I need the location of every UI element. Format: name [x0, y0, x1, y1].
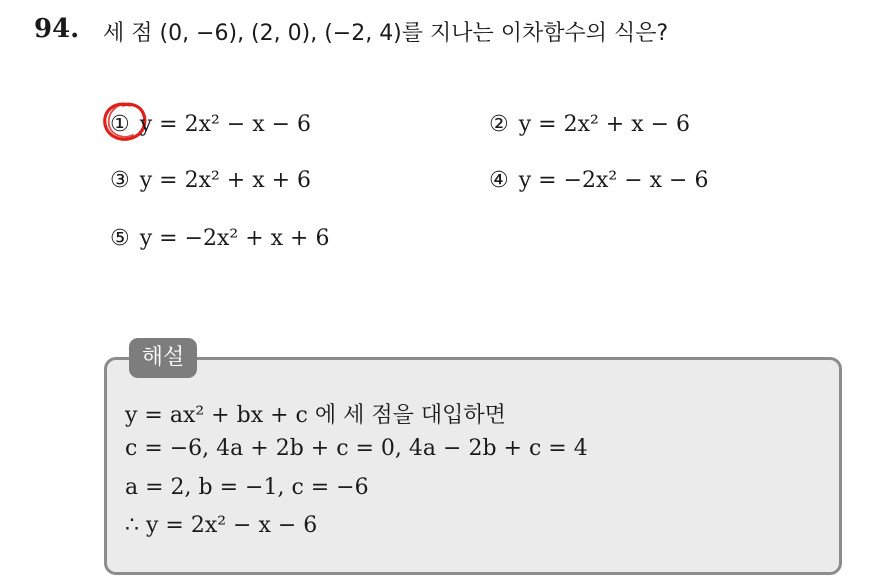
option-3-mark: ③	[110, 168, 130, 193]
solution-line-2: c = −6, 4a + 2b + c = 0, 4a − 2b + c = 4	[125, 436, 588, 461]
option-2-equation: y = 2x² + x − 6	[518, 112, 691, 137]
option-2[interactable]	[489, 112, 690, 137]
option-5-equation: y = −2x² + x + 6	[139, 226, 330, 251]
option-5-mark: ⑤	[110, 226, 130, 251]
option-3[interactable]	[110, 168, 311, 193]
option-4-mark: ④	[489, 168, 509, 193]
solution-box	[104, 357, 842, 575]
solution-tag: 해설	[129, 338, 197, 378]
question-number: 94.	[34, 14, 80, 44]
option-1-equation: y = 2x² − x − 6	[139, 112, 312, 137]
question-text: 세 점 (0, −6), (2, 0), (−2, 4)를 지나는 이차함수의 식은?	[103, 21, 669, 46]
solution-line-1-math: y = ax² + bx + c	[125, 403, 308, 428]
option-4-equation: y = −2x² − x − 6	[518, 168, 709, 193]
option-4[interactable]	[489, 168, 708, 193]
option-1-mark: ①	[110, 112, 130, 137]
option-3-equation: y = 2x² + x + 6	[139, 168, 312, 193]
option-1[interactable]	[110, 112, 311, 137]
solution-line-1-text: 에 세 점을 대입하면	[307, 403, 506, 428]
option-2-mark: ②	[489, 112, 509, 137]
solution-line-4: ∴ y = 2x² − x − 6	[125, 513, 318, 538]
solution-line-3: a = 2, b = −1, c = −6	[125, 475, 369, 500]
option-5[interactable]	[110, 226, 329, 251]
solution-line-1	[125, 398, 506, 429]
